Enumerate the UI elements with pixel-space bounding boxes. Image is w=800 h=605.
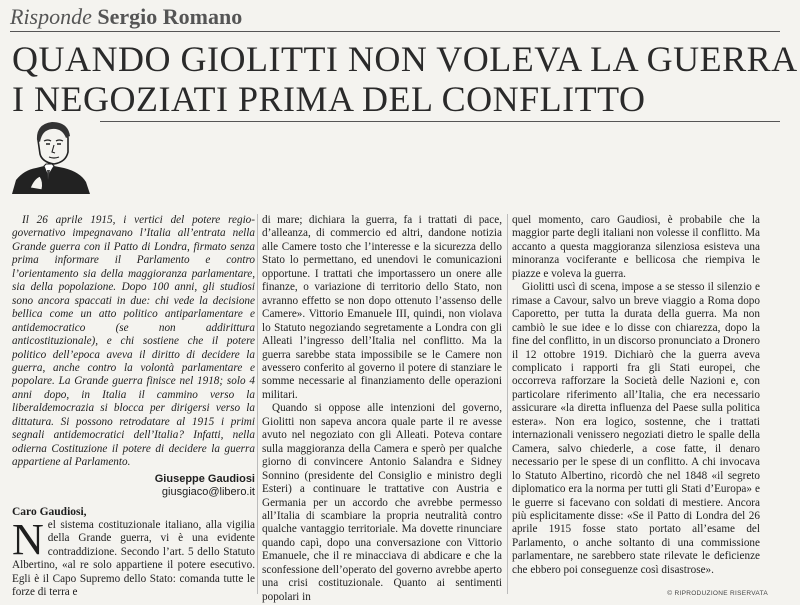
letter-signature bbox=[12, 473, 255, 500]
answer-opening bbox=[12, 514, 255, 600]
kicker-label: Risponde bbox=[10, 4, 92, 29]
sender-email: giusgiaco@libero.it bbox=[161, 486, 255, 499]
answer-column-3 bbox=[512, 214, 760, 577]
headline-line-1: QUANDO GIOLITTI NON VOLEVA LA GUERRA bbox=[12, 39, 798, 79]
column-divider bbox=[257, 214, 258, 594]
column-divider bbox=[507, 214, 508, 594]
answer-paragraph: di mare; dichiara la guerra, fa i trattati di pace, d’alleanza, di commercio ed altri, dandone notizia alle Camere tosto che l’interesse e la sicurezza dello Stato lo permettano, ed unendovi le comunicazioni opportune. I trattati che importassero un onere alle finanze, o variazione di territorio dello Stato, non avranno effetto se non dopo ottenuto l’assenso delle Camere». Vittorio Emanuele III, quindi, non violava lo Statuto negoziando segretamente a Londra con gli Alleati l’ingresso dell’Italia nel conflitto. Ma la guerra sarebbe stata impossibile se le Camere non avessero conferito al governo il potere di stanziare le somme necessarie al finanziamento delle operazioni militari. bbox=[262, 214, 502, 401]
answer-col1-text: el sistema costituzionale italiano, alla vigilia della Grande guerra, vi è una evidente contraddizione. Secondo l’art. 5 dello Statuto Albertino, «al re solo appartiene il potere esecutivo. Egli è il Capo Supremo dello Stato: comanda tutte le forze di terra e bbox=[12, 518, 255, 599]
answer-paragraph: quel momento, caro Gaudiosi, è probabile che la maggior parte degli italiani non volesse il conflitto. Ma accanto a questa maggioranza silenziosa esisteva una minoranza vociferante e bellicosa che riempiva le piazze e voleva la guerra. bbox=[512, 214, 760, 280]
author-portrait-illustration bbox=[10, 118, 96, 194]
answer-paragraph: Quando si oppose alle intenzioni del governo, Giolitti non sapeva ancora quale parte il re avesse avuto nel negoziato con gli Alleati. Poteva contare sulla maggioranza della Camera e sperò per qualche giorno di convincere Antonio Salandra e Sidney Sonnino (presidente del Consiglio e ministro degli Esteri) a continuare le trattative con Austria e Germania per un accordo che avrebbe permesso all’Italia di scambiare la propria neutralità contro qualche vantaggio territoriale. Ma dovette rinunciare quando capì, dopo una conversazione con Vittorio Emanuele, che il re minacciava di abdicare e che la sconfessione dell’operato del governo avrebbe aperto una crisi costituzionale. Quanto ai sentimenti popolari in bbox=[262, 402, 502, 603]
headline-line-2: I NEGOZIATI PRIMA DEL CONFLITTO bbox=[12, 79, 646, 119]
drop-cap: N bbox=[12, 514, 44, 564]
column-kicker bbox=[10, 4, 242, 30]
author-name: Sergio Romano bbox=[97, 4, 243, 29]
answer-salutation: Caro Gaudiosi, bbox=[12, 505, 87, 518]
top-rule bbox=[10, 31, 780, 32]
copyright-note: © RIPRODUZIONE RISERVATA bbox=[667, 590, 768, 597]
headline-rule bbox=[100, 121, 780, 122]
answer-column-2 bbox=[262, 214, 502, 604]
answer-paragraph: Giolitti uscì di scena, impose a se stesso il silenzio e rimase a Cavour, salvo un breve viaggio a Roma dopo Caporetto, per tutta la durata della guerra. Ma non cambiò le sue idee e lo disse con chiarezza, dopo la fine del conflitto, in un discorso pronunciato a Dronero il 12 ottobre 1919. Dichiarò che la guerra aveva complicato i rapporti fra gli Stati europei, che occorreva rafforzare la Società delle Nazioni e, con particolare riferimento all’Italia, che era necessario assicurare «la diretta influenza del Paese sulla politica estera». Non era logico, sostenne, che i trattati internazionali venissero negoziati dietro le spalle della Camera, salvo chiederle, a cose fatte, il denaro necessario per le spese di un conflitto. A chi invocava lo Statuto Albertino, ricordò che nel 1848 «il segreto diplomatico era la norma per tutti gli Stati d’Europa» e le guerre si facevano con soldati di mestiere. Ancora più esplicitamente disse: «Se il Patto di Londra del 26 aprile 1915 fosse stato portato all’esame del Parlamento, o anche soltanto di una commissione parlamentare, ne sarebbero state rilevate le deficienze che ebbero poi conseguenze così disastrose». bbox=[512, 281, 760, 576]
reader-letter: Il 26 aprile 1915, i vertici del potere regio-governativo impegnavano l’Italia all’entrata nella Grande guerra con il Patto di Londra, firmato senza prima informare il Parlamento e contro l’orientamento sia della maggioranza parlamentare, sia della popolazione. Dopo 100 anni, gli studiosi sono ancora spaccati in due: chi vede la decisione bellica come un atto politico antiparlamentare e antidemocratico (se non addirittura anticostituzionale), e chi sostiene che il potere politico dell’epoca aveva il diritto di decidere la guerra, anche contro la volontà parlamentare e popolare. La Grande guerra finisce nel 1918; solo 4 anni dopo, in Italia il cammino verso la liberaldemocrazia si blocca per dirigersi verso la dittatura. Si possono retrodatare al 1915 i primi segnali antidemocratici dell’Italia? Infatti, nella odierna Costituzione il potere di decidere la guerra appartiene al Parlamento. bbox=[12, 214, 255, 469]
sender-name: Giuseppe Gaudiosi bbox=[154, 472, 255, 485]
reader-letter-column bbox=[12, 214, 255, 600]
